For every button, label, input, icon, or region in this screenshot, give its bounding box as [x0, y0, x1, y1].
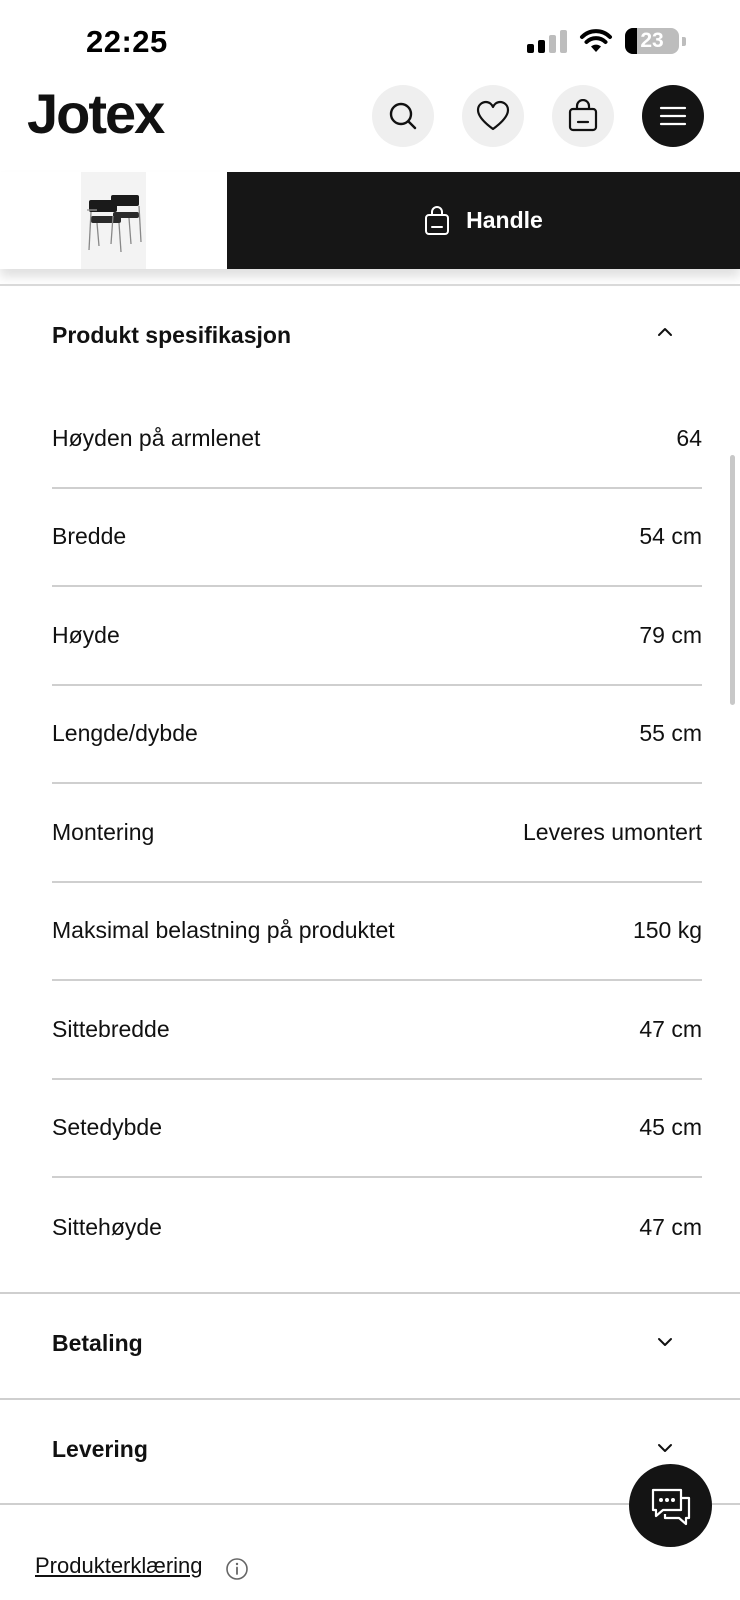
spec-value: 47 cm [639, 1015, 702, 1042]
search-icon [387, 100, 419, 132]
buy-button-label: Handle [466, 207, 543, 233]
spec-label: Montering [52, 818, 155, 845]
menu-icon [659, 105, 687, 127]
status-time: 22:25 [86, 24, 168, 59]
spec-value: Leveres umontert [523, 818, 702, 845]
spec-label: Maksimal belastning på produktet [52, 917, 395, 944]
status-icons [527, 28, 686, 54]
spec-label: Høyde [52, 621, 120, 648]
buy-button[interactable] [227, 172, 740, 269]
accordion-payment[interactable] [0, 1292, 740, 1397]
spec-value: 45 cm [639, 1114, 702, 1141]
spec-row [52, 587, 702, 686]
spec-row [52, 489, 702, 588]
spec-section-title[interactable]: Produkt spesifikasjon [52, 322, 292, 348]
chevron-down-icon [656, 1442, 674, 1454]
chevron-up-icon[interactable] [656, 326, 674, 338]
heart-icon [476, 100, 510, 132]
spec-value: 150 kg [632, 917, 702, 944]
accordion-label: Betaling [52, 1330, 143, 1356]
status-bar [0, 0, 740, 84]
spec-row [52, 1178, 702, 1277]
sticky-buy-bar [0, 172, 740, 269]
battery-cap [682, 37, 686, 46]
spec-row [52, 390, 702, 489]
wishlist-button[interactable] [462, 85, 524, 147]
product-thumbnail[interactable] [81, 172, 146, 269]
spec-row [52, 981, 702, 1080]
scrollbar[interactable] [730, 455, 735, 705]
spec-row [52, 784, 702, 883]
chevron-down-icon [656, 1336, 674, 1348]
battery-icon [625, 28, 679, 54]
site-header [0, 84, 740, 172]
spec-row [52, 1080, 702, 1179]
spec-row [52, 883, 702, 982]
spec-value: 55 cm [639, 720, 702, 747]
spec-label: Høyden på armlenet [52, 424, 261, 451]
product-declaration-link[interactable]: Produkterklæring [35, 1553, 203, 1578]
info-icon[interactable] [225, 1557, 249, 1581]
accordion-label: Levering [52, 1436, 148, 1462]
chat-button[interactable] [629, 1464, 712, 1547]
spec-value: 79 cm [639, 621, 702, 648]
battery-level: 23 [640, 29, 664, 52]
spec-label: Sittehøyde [52, 1213, 162, 1240]
spec-label: Setedybde [52, 1114, 162, 1141]
spec-value: 64 [676, 424, 702, 451]
spec-label: Bredde [52, 523, 127, 550]
accordion-delivery[interactable] [0, 1398, 740, 1503]
spec-row [52, 686, 702, 785]
logo[interactable]: Jotex [27, 82, 164, 145]
cellular-signal-icon [527, 29, 567, 53]
chair-image [83, 186, 145, 256]
spec-value: 54 cm [639, 523, 702, 550]
spec-label: Lengde/dybde [52, 720, 198, 747]
spec-list [52, 390, 702, 1277]
spec-value: 47 cm [639, 1213, 702, 1240]
chat-icon [649, 1486, 693, 1526]
cart-button[interactable] [552, 85, 614, 147]
bag-icon [424, 206, 450, 236]
spec-label: Sittebredde [52, 1015, 170, 1042]
search-button[interactable] [372, 85, 434, 147]
menu-button[interactable] [642, 85, 704, 147]
divider [0, 284, 740, 286]
bag-icon [567, 99, 599, 133]
wifi-icon [579, 28, 613, 54]
